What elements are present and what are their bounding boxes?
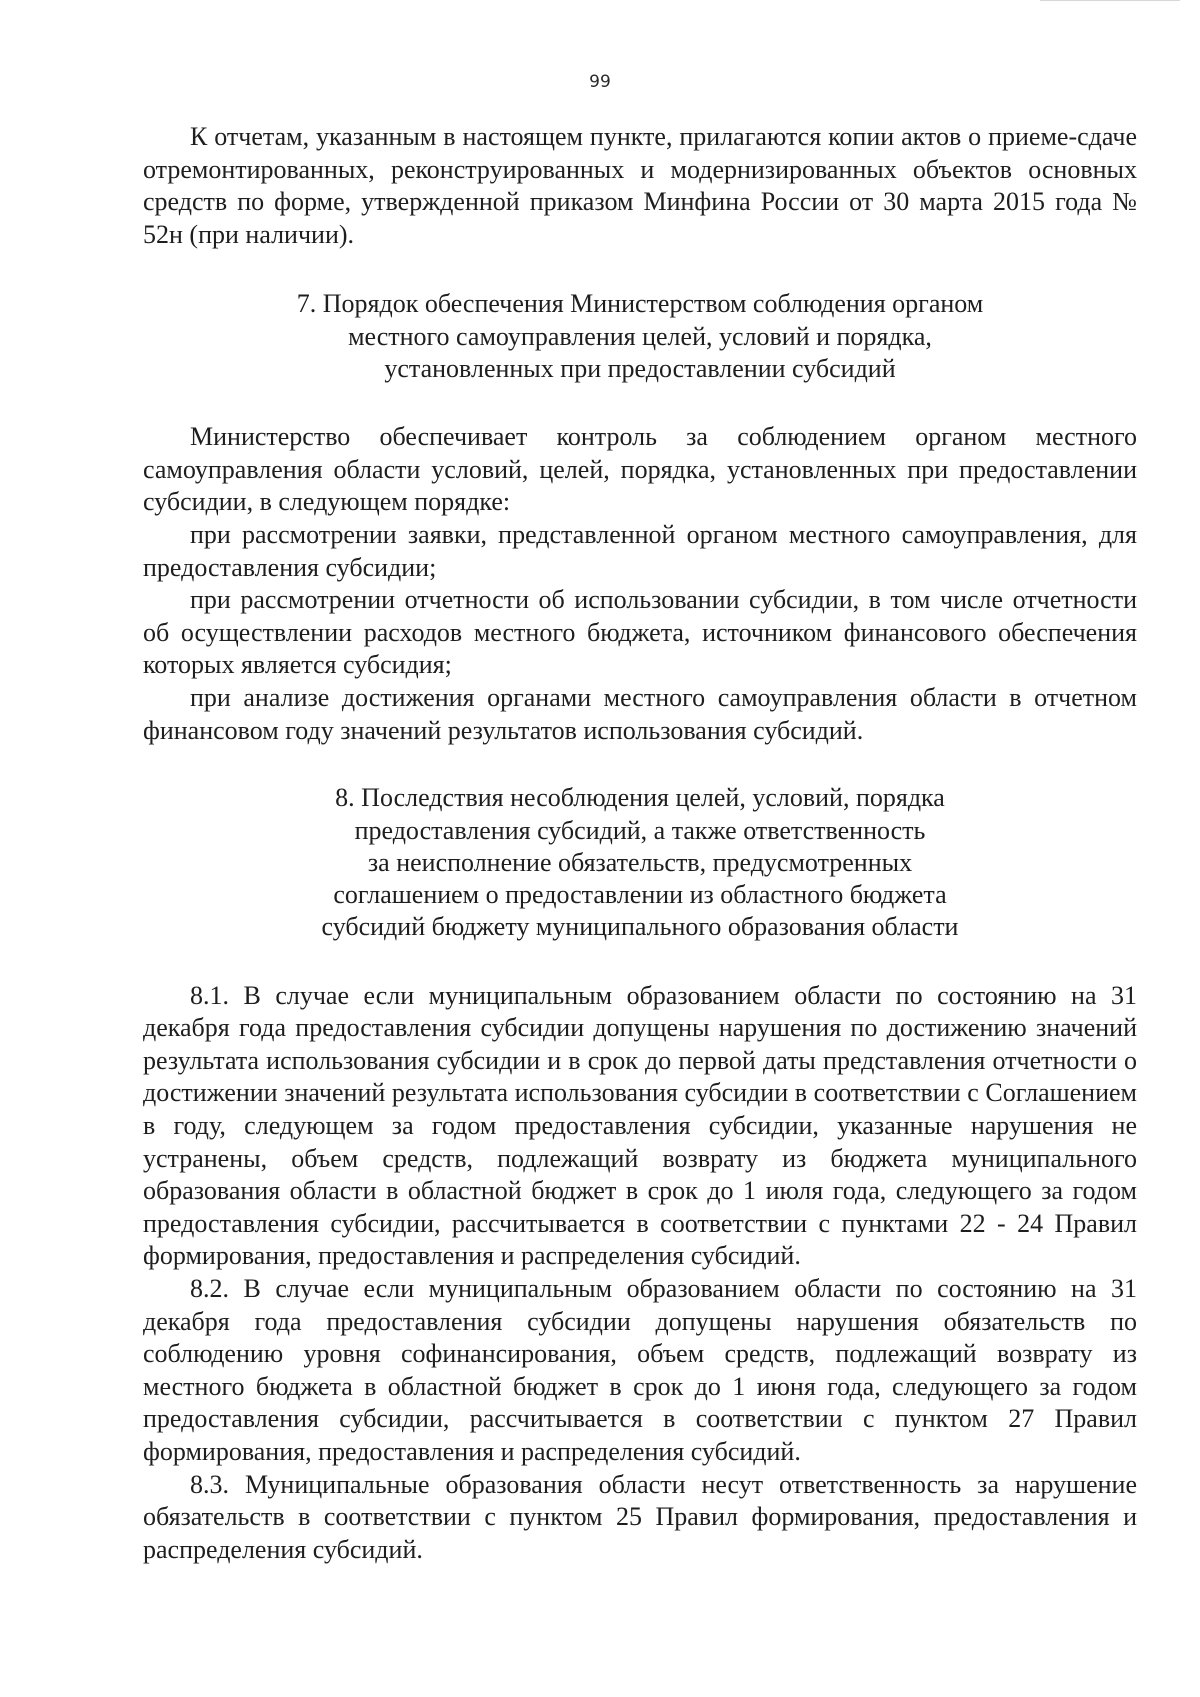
section-7-heading-line: 7. Порядок обеспечения Министерством соблюдения органом: [296, 289, 984, 319]
scan-edge-mark: [1040, 0, 1180, 7]
section-8-heading-line: 8. Последствия несоблюдения целей, условий, порядка: [335, 783, 945, 813]
section-8-heading: [143, 782, 1137, 943]
section-8-heading-line: предоставления субсидий, а также ответственность: [354, 815, 926, 845]
section-7-heading: [143, 288, 1137, 385]
section-8-heading-line: за неисполнение обязательств, предусмотренных: [367, 847, 913, 877]
intro-paragraph: К отчетам, указанным в настоящем пункте, прилагаются копии актов о приеме-сдаче отремонтированных, реконструированных и модернизированных объектов основных средств по форме, утвержденной приказом Минфина России от 30 марта 2015 года № 52н (при наличии).: [143, 122, 1137, 249]
clause-8-1: 8.1. В случае если муниципальным образованием области по состоянию на 31 декабря года предоставления субсидии допущены нарушения по достижению значений результата использования субсидии и в срок до первой даты представления отчетности о достижении значений результата использования субсидии в соответствии с Соглашением в году, следующем за годом предоставления субсидии, указанные нарушения не устранены, объем средств, подлежащий возврату из бюджета муниципального образования области в областной бюджет в срок до 1 июля года, следующего за годом предоставления субсидии, рассчитывается в соответствии с пунктами 22 - 24 Правил формирования, предоставления и распределения субсидий.: [143, 980, 1137, 1271]
section-7-heading-line: местного самоуправления целей, условий и порядка,: [348, 321, 932, 351]
section-7-paragraph: Министерство обеспечивает контроль за соблюдением органом местного самоуправления области условий, целей, порядка, установленных при предоставлении субсидии, в следующем порядке:: [143, 422, 1137, 517]
page-number: 99: [589, 72, 611, 92]
clause-8-2: 8.2. В случае если муниципальным образованием области по состоянию на 31 декабря года предоставления субсидии допущены нарушения обязательств по соблюдению уровня софинансирования, объем средств, подлежащий возврату из местного бюджета в областной бюджет в срок до 1 июня года, следующего за годом предоставления субсидии, рассчитывается в соответствии с пунктом 27 Правил формирования, предоставления и распределения субсидий.: [143, 1274, 1137, 1466]
section-8-heading-line: соглашением о предоставлении из областного бюджета: [333, 880, 947, 910]
document-body: [143, 121, 1137, 1566]
clause-8-3: 8.3. Муниципальные образования области несут ответственность за нарушение обязательств в соответствии с пунктом 25 Правил формирования, предоставления и распределения субсидий.: [143, 1469, 1137, 1564]
section-7-paragraph: при рассмотрении отчетности об использовании субсидии, в том числе отчетности об осуществлении расходов местного бюджета, источником финансового обеспечения которых является субсидия;: [143, 585, 1137, 680]
section-7-heading-line: установленных при предоставлении субсидий: [384, 353, 896, 383]
section-7-paragraph: при анализе достижения органами местного самоуправления области в отчетном финансовом году значений результатов использования субсидий.: [143, 683, 1137, 745]
section-8-heading-line: субсидий бюджету муниципального образования области: [321, 912, 959, 942]
section-7-paragraph: при рассмотрении заявки, представленной органом местного самоуправления, для предоставления субсидии;: [143, 520, 1137, 582]
